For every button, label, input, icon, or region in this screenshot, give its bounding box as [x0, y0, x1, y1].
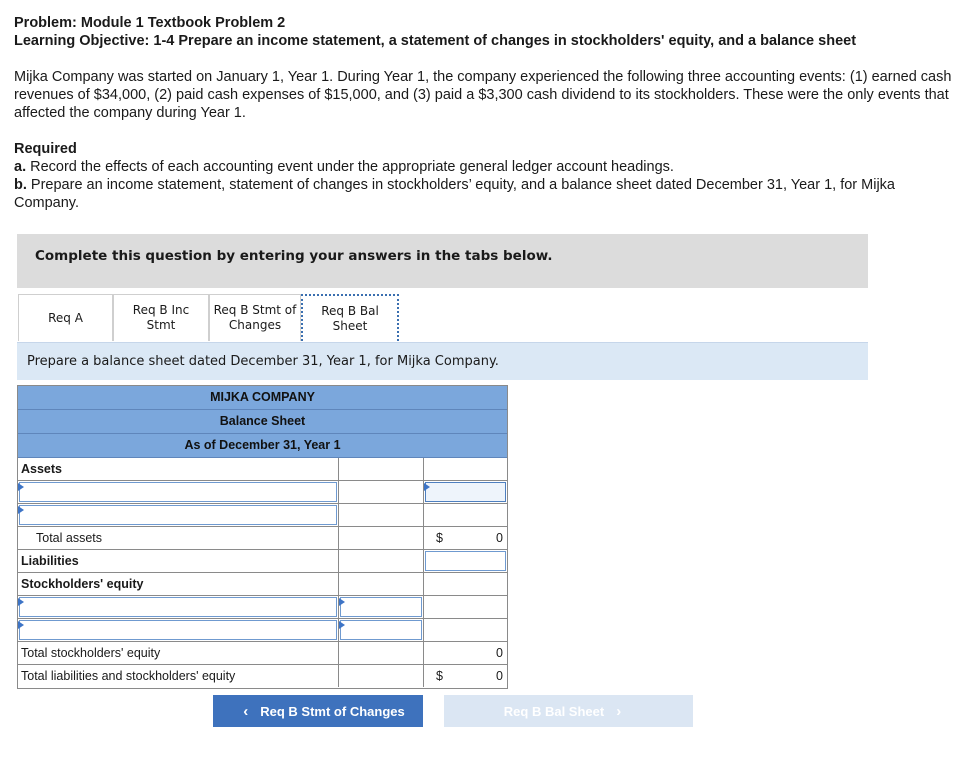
liabilities-amount-input[interactable]	[425, 551, 506, 571]
tab-label-line2: Stmt	[146, 318, 176, 332]
requirement-b-text: Prepare an income statement, statement of changes in stockholders’ equity, and a balance sheet dated December 31, Year 1, for Mijka Company.	[14, 177, 895, 211]
tab-label-line1: Req B Inc	[132, 303, 190, 317]
requirement-a	[14, 158, 954, 176]
assets-heading-row	[18, 458, 507, 481]
equity-heading-row	[18, 573, 507, 596]
dropdown-marker-icon	[18, 483, 24, 491]
equity-account-select[interactable]	[19, 597, 337, 617]
equity-amount-input[interactable]	[340, 597, 422, 617]
sheet-date: As of December 31, Year 1	[18, 434, 507, 458]
total-liab-equity-label: Total liabilities and stockholders' equity	[21, 669, 236, 683]
dropdown-marker-icon	[18, 598, 24, 606]
required-heading: Required	[14, 141, 77, 157]
total-liab-equity-value: 0	[496, 669, 503, 683]
balance-sheet-table	[17, 385, 508, 689]
dropdown-marker-icon	[339, 598, 345, 606]
next-tab-button[interactable]	[444, 695, 693, 727]
tab-prompt-text: Prepare a balance sheet dated December 31, Year 1, for Mijka Company.	[27, 354, 499, 369]
total-assets-label: Total assets	[36, 531, 103, 545]
tab-prompt	[17, 342, 868, 380]
tab-req-a[interactable]	[18, 294, 113, 341]
problem-header	[14, 14, 954, 212]
tab-label: Req A	[48, 310, 83, 325]
requirement-a-prefix: a.	[14, 159, 27, 175]
asset-amount-input[interactable]	[425, 482, 506, 502]
currency-symbol: $	[436, 531, 443, 545]
instruction-banner	[17, 234, 868, 288]
tab-req-b-bal-sheet[interactable]	[301, 294, 399, 341]
dropdown-marker-icon	[18, 506, 24, 514]
total-assets-value: 0	[496, 531, 503, 545]
assets-label: Assets	[21, 462, 62, 476]
liabilities-row	[18, 550, 507, 573]
sheet-title: Balance Sheet	[18, 410, 507, 434]
dropdown-marker-icon	[18, 621, 24, 629]
dropdown-marker-icon	[424, 483, 430, 491]
problem-description: Mijka Company was started on January 1, Year 1. During Year 1, the company experienced the following three accounting events: (1) earned cash revenues of $34,000, (2) paid cash expenses of $15,000, and (3) paid a $3,300 cash dividend to its stockholders. These were the only events that affected the company during Year 1.	[14, 69, 952, 121]
prev-tab-label: Req B Stmt of Changes	[260, 703, 405, 719]
total-assets-row	[18, 527, 507, 550]
asset-entry-row	[18, 481, 507, 504]
asset-entry-row	[18, 504, 507, 527]
tab-label-line2: Changes	[228, 318, 282, 332]
tab-label-line1: Req B Bal	[321, 303, 379, 318]
requirement-a-text: Record the effects of each accounting event under the appropriate general ledger account headings.	[26, 159, 674, 175]
next-tab-label: Req B Bal Sheet	[503, 703, 605, 719]
sheet-company-name: MIJKA COMPANY	[18, 386, 507, 410]
tab-label-line2: Sheet	[332, 318, 368, 333]
prev-tab-button[interactable]	[213, 695, 423, 727]
equity-entry-row	[18, 596, 507, 619]
total-equity-row	[18, 642, 507, 665]
equity-amount-input[interactable]	[340, 620, 422, 640]
asset-account-select[interactable]	[19, 505, 337, 525]
problem-title: Problem: Module 1 Textbook Problem 2	[14, 15, 286, 31]
tab-label-line1: Req B Stmt of	[213, 303, 297, 317]
tab-req-b-stmt-of-changes[interactable]	[209, 294, 301, 341]
equity-account-select[interactable]	[19, 620, 337, 640]
chevron-right-icon: ›	[616, 702, 622, 720]
chevron-left-icon: ‹	[243, 702, 249, 720]
equity-entry-row	[18, 619, 507, 642]
total-equity-value: 0	[496, 646, 503, 660]
tab-req-b-inc-stmt[interactable]	[113, 294, 209, 341]
dropdown-marker-icon	[339, 621, 345, 629]
requirement-b	[14, 176, 954, 212]
asset-account-select[interactable]	[19, 482, 337, 502]
instruction-text: Complete this question by entering your answers in the tabs below.	[35, 248, 553, 264]
stockholders-equity-label: Stockholders' equity	[21, 577, 144, 591]
total-liab-equity-row	[18, 665, 507, 688]
learning-objective: Learning Objective: 1-4 Prepare an income statement, a statement of changes in stockholders' equity, and a balance sheet	[14, 33, 857, 49]
requirement-b-prefix: b.	[14, 177, 27, 193]
liabilities-label: Liabilities	[21, 554, 79, 568]
total-equity-label: Total stockholders' equity	[21, 646, 161, 660]
currency-symbol: $	[436, 669, 443, 683]
